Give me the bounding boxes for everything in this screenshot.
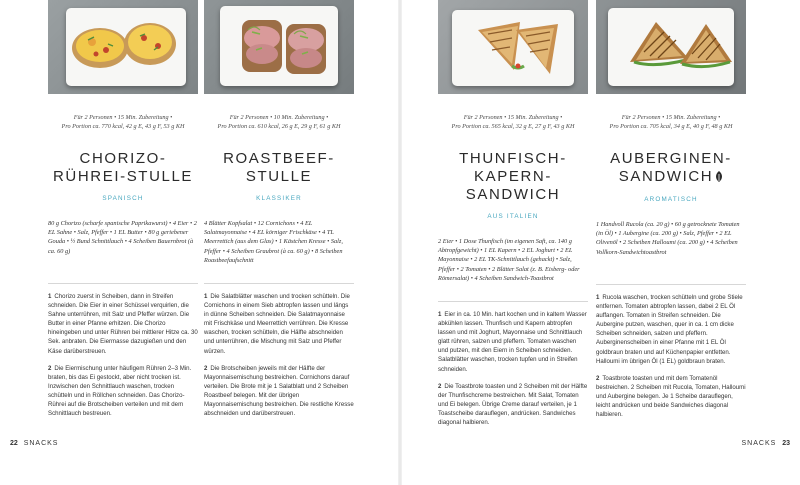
meta-nutrition: Pro Portion ca. 565 kcal, 32 g E, 27 g F, 43 g KH: [451, 122, 575, 130]
ingredients-list: 2 Eier • 1 Dose Thunfisch (im eigenen Saft, ca. 140 g Abtropfgewicht) • 1 EL Kapern • 2 EL Joghurt • 2 EL Mayonnaise • 2 EL TK-Schnittlauch (gehackt) • Salz, Pfeffer • 2 Tomaten • 2 Blätter Salat (z. B. Eisberg- oder Römersalat) • 4 Scheiben Sandwich-Toastbrot: [438, 238, 580, 282]
step-text: Chorizo zuerst in Scheiben, dann in Streifen schneiden. Die Eier in einer Schüssel verquirlen, die Sahne unterrühren, mit Salz und Pfeffer würzen. Die Butter in einer Pfanne erhitzen. Die Chorizo hineingeben und unter Rühren bei mittlerer Hitze ca. 30 Sek. anbraten. Die Eiermasse dazugießen und den Käse darüberstreuen.: [48, 293, 198, 355]
chorizo-egg-toast-photo: [48, 0, 198, 94]
eggplant-sandwich-photo: [596, 0, 746, 94]
footer-left: [10, 440, 58, 447]
section-label-left: SNACKS: [23, 440, 59, 447]
title-line: THUNFISCH-: [459, 150, 567, 167]
meta-nutrition: Pro Portion ca. 705 kcal, 34 g E, 40 g F, 48 g KH: [609, 122, 733, 130]
recipe-title: [438, 150, 588, 204]
step-text: Die Brotscheiben jeweils mit der Hälfte der Mayonnaisemischung bestreichen. Cornichons darauf verteilen. Die Brote mit je 1 Salatblatt und 2 Scheiben Roastbeef belegen. Mit der übrigen Mayonnaisemischung bestreichen. Die restliche Kresse abschneiden und darüberstreuen.: [204, 364, 354, 418]
recipe-category: SPANISCH: [102, 195, 144, 202]
step-number: 1: [596, 294, 600, 301]
recipe-category: KLASSIKER: [256, 195, 302, 202]
recipe-category: AROMATISCH: [644, 196, 698, 203]
recipe-title: [596, 150, 746, 187]
step-2: [438, 382, 588, 427]
section-label-right: SNACKS: [741, 440, 777, 447]
recipe-meta: [438, 114, 588, 132]
recipe-title: [48, 150, 198, 186]
recipe-category: AUS ITALIEN: [487, 213, 539, 220]
title-line: AUBERGINEN-: [610, 150, 732, 167]
ingredients-list: 1 Handvoll Rucola (ca. 20 g) • 60 g getrocknete Tomaten (in Öl) • 1 Aubergine (ca. 200 g) • Salz, Pfeffer • 2 EL Olivenöl • 2 Scheiben Halloumi (ca. 200 g) • 4 Scheiben Vollkorn-Sandwichtoastbrot: [596, 221, 740, 256]
meta-servings: Für 2 Personen • 10 Min. Zubereitung •: [229, 114, 329, 121]
step-number: 1: [204, 293, 208, 300]
step-2: [48, 364, 198, 419]
step-1: [48, 292, 198, 356]
step-1: [204, 292, 354, 356]
divider: [204, 283, 354, 284]
divider: [596, 284, 746, 285]
recipe-tuna: [438, 0, 588, 435]
step-text: Rucola waschen, trocken schütteln und grobe Stiele entfernen. Tomaten abtropfen lassen, dabei 2 EL Öl auffangen. Tomaten in Streifen schneiden. Die Aubergine putzen, waschen, quer in ca. 1 cm dicke Scheiben schneiden, salzen und pfeffern. Auberginenscheiben in einer Pfanne mit 1 EL Öl goldbraun braten und auf Küchenpapier entfetten. Halloumi im übrigen Öl (1 EL) goldbraun braten.: [596, 294, 743, 365]
step-number: 2: [438, 382, 442, 390]
meta-servings: Für 2 Personen • 15 Min. Zubereitung •: [73, 114, 173, 121]
recipe-roastbeef: [204, 0, 354, 426]
step-1: [438, 310, 588, 374]
recipe-eggplant: [596, 0, 746, 427]
vegetarian-leaf-icon: [715, 169, 723, 187]
step-1: [596, 293, 746, 366]
title-line: SANDWICH: [618, 168, 714, 185]
title-line: ROASTBEEF-: [223, 150, 335, 167]
step-number: 2: [596, 374, 600, 382]
page-number-left: 22: [10, 440, 18, 447]
recipe-title: [204, 150, 354, 186]
title-line-with-icon: [596, 168, 746, 187]
title-line: RÜHREI-STULLE: [53, 168, 193, 185]
book-gutter: [398, 0, 402, 485]
page-number-right: 23: [782, 440, 790, 447]
ingredients-list: 80 g Chorizo (scharfe spanische Paprikawurst) • 4 Eier • 2 EL Sahne • Salz, Pfeffer • 1 EL Butter • 80 g geriebener Gouda • ½ Bund Schnittlauch • 4 Scheiben Bauernbrot (à ca. 60 g): [48, 220, 197, 255]
roastbeef-bread-photo: [204, 0, 354, 94]
step-number: 1: [438, 311, 442, 318]
title-line: STULLE: [245, 168, 313, 185]
recipe-meta: [596, 114, 746, 132]
ingredients-list: 4 Blätter Kopfsalat • 12 Cornichons • 4 EL Salatmayonnaise • 4 EL körniger Frischkäse • 4 TL Meerrettich (aus dem Glas) • 1 Kästchen Kresse • Salz, Pfeffer • 4 Scheiben Graubrot (à ca. 60 g) • 8 Scheiben Roastbeefaufschnitt: [204, 220, 343, 264]
divider: [438, 301, 588, 302]
tuna-sandwich-photo: [438, 0, 588, 94]
meta-servings: Für 2 Personen • 15 Min. Zubereitung •: [621, 114, 721, 121]
step-number: 2: [204, 364, 208, 372]
step-text: Toastbrote toasten und mit dem Tomatenöl bestreichen. 2 Scheiben mit Rucola, Tomaten, Halloumi und Aubergine belegen. Je 1 Scheibe darauflegen, leicht andrücken und beide Sandwiches diagonal halbieren.: [596, 374, 746, 419]
title-line: KAPERN-SANDWICH: [465, 168, 561, 203]
meta-nutrition: Pro Portion ca. 770 kcal, 42 g E, 43 g F, 53 g KH: [61, 122, 185, 130]
meta-nutrition: Pro Portion ca. 610 kcal, 26 g E, 29 g F, 61 g KH: [217, 122, 341, 130]
step-text: Die Eiermischung unter häufigem Rühren 2–3 Min. braten, bis das Ei gestockt, aber nicht trocken ist. Inzwischen den Schnittlauch waschen, trocken schütteln und in Röllchen schneiden. Das Chorizo-Rührei auf die Brotscheiben verteilen und mit dem Schnittlauch bestreuen.: [48, 364, 192, 418]
title-line: CHORIZO-: [79, 150, 167, 167]
footer-right: [742, 440, 790, 447]
step-number: 2: [48, 364, 52, 372]
meta-servings: Für 2 Personen • 15 Min. Zubereitung •: [463, 114, 563, 121]
step-2: [204, 364, 354, 419]
divider: [48, 283, 198, 284]
recipe-meta: [48, 114, 198, 132]
recipe-meta: [204, 114, 354, 132]
step-text: Die Toastbrote toasten und 2 Scheiben mit der Hälfte der Thunfischcreme bestreichen. Mit Salat, Tomaten und Ei belegen. Übrige Creme darauf verteilen, je 1 Toastscheibe darauflegen, andrücken. Sandwiches diagonal halbieren.: [438, 382, 588, 427]
recipe-chorizo: [48, 0, 198, 426]
step-2: [596, 374, 746, 419]
step-number: 1: [48, 293, 52, 300]
step-text: Eier in ca. 10 Min. hart kochen und in kaltem Wasser abkühlen lassen. Thunfisch und Kapern abtropfen lassen und mit Joghurt, Mayonnaise und Schnittlauch glatt rühren, salzen und pfeffern. Tomaten waschen und putzen, mit den Eiern in Scheiben schneiden. Salatblätter waschen, trocken tupfen und in Streifen schneiden.: [438, 311, 587, 373]
step-text: Die Salatblätter waschen und trocken schütteln. Die Cornichons in einem Sieb abtropfen lassen und längs in dünne Scheiben schneiden. Die Salatmayonnaise mit Frischkäse und Meerrettich verrühren. Die Kresse waschen, trocken schütteln, die Hälfte abschneiden und unterrühren, die Mischung mit Salz und Pfeffer würzen.: [204, 293, 350, 355]
